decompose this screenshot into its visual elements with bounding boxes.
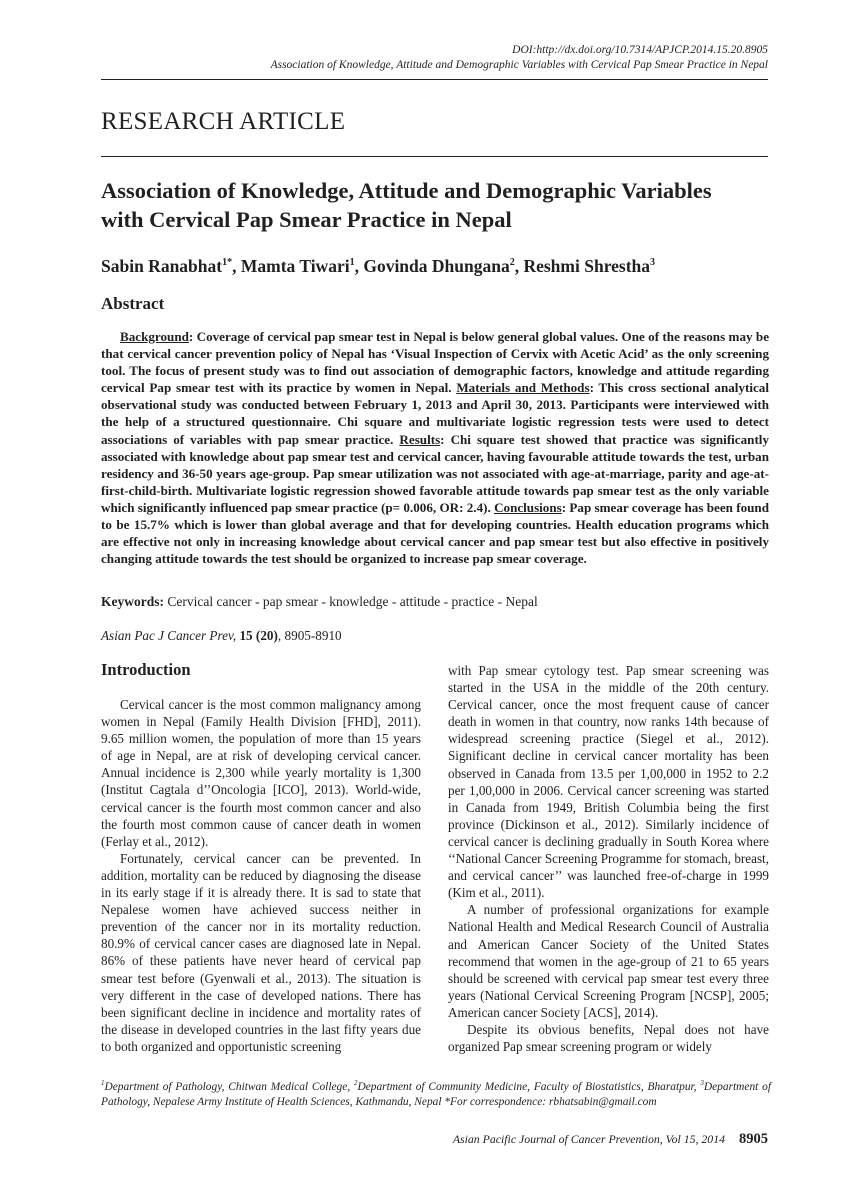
- article-type: RESEARCH ARTICLE: [101, 108, 346, 135]
- page-footer: [453, 1131, 768, 1148]
- author-affiliation-mark: 2: [509, 257, 515, 269]
- header-rule: [101, 79, 768, 80]
- author-name: Sabin Ranabhat: [101, 256, 223, 276]
- citation-pages: , 8905-8910: [277, 628, 342, 643]
- author-list: [101, 256, 655, 277]
- affiliation-mark: 2: [354, 1079, 358, 1087]
- right-column: [448, 662, 769, 1055]
- abstract-text-background: : Coverage of cervical pap smear test in Nepal is below general global values. One of the reasons may be that cervical cancer prevention policy of Nepal has ‘Visual Inspection of Cervix with Acetic Acid’ as the only screening tool. The focus of present study was to find out association of demographic factors, knowledge and attitude regarding cervical Pap smear test with its practice by women in Nepal.: [101, 329, 769, 396]
- page-number: 8905: [739, 1131, 768, 1147]
- abstract-label-conclusions: Conclusions: [494, 499, 562, 515]
- section-rule: [101, 156, 768, 157]
- title-line-2: with Cervical Pap Smear Practice in Nepal: [101, 207, 512, 232]
- keywords-label: Keywords:: [101, 594, 164, 609]
- affiliation-text: Department of Pathology, Chitwan Medical College,: [104, 1080, 354, 1093]
- abstract-text-results: : Chi square test showed that practice was significantly associated with knowledge about pap smear test and cervical cancer, having favourable attitude towards the test, urban residency and 36-50 years age-group. Pap smear utilization was not associated with age-at-marriage, parity and age-at-first-child-birth. Multivariate logistic regression showed favorable attitude towards pap smear test as the only variable which significantly influenced pap smear practice (p= 0.006, OR: 2.4).: [101, 431, 769, 515]
- footer-journal: Asian Pacific Journal of Cancer Prevention, Vol 15, 2014: [452, 1132, 725, 1146]
- abstract-body: [101, 328, 769, 567]
- abstract-label-background: Background: [120, 329, 189, 344]
- paragraph: A number of professional organizations for example National Health and Medical Research Council of Australia and American Cancer Society of the United States recommend that women in the age-group of 21 to 65 years should be screened with cervical pap smear test every three years (National Cervical Screening Program [NCSP], 2005; American cancer Society [ACS], 2014).: [448, 902, 769, 1020]
- citation-journal: Asian Pac J Cancer Prev,: [101, 628, 237, 643]
- affiliation-text: Department of Pathology, Nepalese Army Institute of Health Sciences, Kathmandu, Nepal *For correspondence: rbhatsabin@gmail.com: [101, 1080, 771, 1108]
- author-name: , Reshmi Shrestha: [514, 256, 651, 276]
- keywords: [101, 594, 538, 610]
- author-name: , Govinda Dhungana: [354, 256, 510, 276]
- title-line-1: Association of Knowledge, Attitude and Demographic Variables: [101, 178, 712, 203]
- abstract-text-methods: : This cross sectional analytical observational study was conducted between February 1, 2013 and April 30, 2013. Participants were interviewed with the help of a structured questionnaire. Chi square and multivariate logistic regression tests were used to detect associations of variables with pap smear practice.: [101, 380, 769, 447]
- paragraph: with Pap smear cytology test. Pap smear screening was started in the USA in the middle of the 20th century. Cervical cancer, once the most frequent cause of cancer death in women in that country, now ranks 14th because of widespread screening practice (Siegel et al., 2012). Significant decline in cervical cancer mortality has been observed in Canada from 13.5 per 1,00,000 in 1952 to 2.2 per 1,00,000 in 2006. Cervical cancer screening was started in Canada from 1949, British Columbia being the first province (Dickinson et al., 2012). Similarly incidence of cervical cancer is declining gradually in South Korea where ‘‘National Cancer Screening Programme for stomach, breast, and cervical cancer’’ was launched free-of-charge in 1999 (Kim et al., 2011).: [448, 663, 769, 901]
- affiliation-text: Department of Community Medicine, Faculty of Biostatistics, Bharatpur,: [357, 1080, 701, 1093]
- keywords-text: Cervical cancer - pap smear - knowledge - attitude - practice - Nepal: [164, 594, 538, 609]
- abstract-heading: Abstract: [101, 294, 165, 313]
- citation-volume: 15 (20): [236, 628, 278, 643]
- affiliation-mark: 1: [101, 1079, 105, 1087]
- article-title: [101, 176, 781, 234]
- paragraph: Cervical cancer is the most common malignancy among women in Nepal (Family Health Division [FHD], 2011). 9.65 million women, the population of more than 15 years of age in Nepal, are at risk of developing cervical cancer. Annual incidence is 2,300 while yearly mortality is 1,300 (Institut Cagtala d’’Oncologia [ICO], 2013). World-wide, cervical cancer is the fourth most common cancer and also the fourth most common cause of cancer death in women (Ferlay et al., 2012).: [101, 697, 421, 849]
- abstract-text-conclusions: : Pap smear coverage has been found to be 15.7% which is lower than global average and that for developing countries. Health education programs which are effective not only in increasing knowledge about cervical cancer and pap smear test but also effective in positively changing attitude towards the test should be organized to increase pap smear coverage.: [101, 499, 769, 567]
- paragraph: Despite its obvious benefits, Nepal does not have organized Pap smear screening program or widely: [448, 1021, 769, 1055]
- introduction-heading: Introduction: [101, 660, 191, 679]
- author-name: , Mamta Tiwari: [232, 256, 350, 276]
- author-affiliation-mark: 1: [349, 257, 355, 269]
- paragraph: Fortunately, cervical cancer can be prevented. In addition, mortality can be reduced by diagnosing the disease in its early stage if it is already there. It is sad to state that Nepalese women have achieved success neither in prevention of the cancer nor in its mortality reduction. 80.9% of cervical cancer cases are diagnosed late in Nepal. 86% of these patients have never heard of cervical pap smear test before (Gyenwali et al., 2013). The situation is very different in the case of developed nations. There has been significant decline in incidence and mortality rates of the disease in developed countries in the last fifty years due to both organized and opportunistic screening: [101, 850, 421, 1054]
- abstract-label-results: Results: [399, 431, 441, 447]
- author-affiliation-mark: 1*: [222, 257, 233, 269]
- citation: [101, 628, 342, 644]
- abstract-label-methods: Materials and Methods: [456, 380, 590, 396]
- author-affiliation-mark: 3: [650, 257, 656, 269]
- affiliation-mark: 3: [700, 1079, 704, 1087]
- left-column: [101, 696, 421, 1055]
- affiliations: [101, 1076, 771, 1110]
- header-doi: DOI:http://dx.doi.org/10.7314/APJCP.2014.15.20.8905: [512, 44, 768, 56]
- running-title: Association of Knowledge, Attitude and Demographic Variables with Cervical Pap Smear Practice in Nepal: [270, 59, 768, 71]
